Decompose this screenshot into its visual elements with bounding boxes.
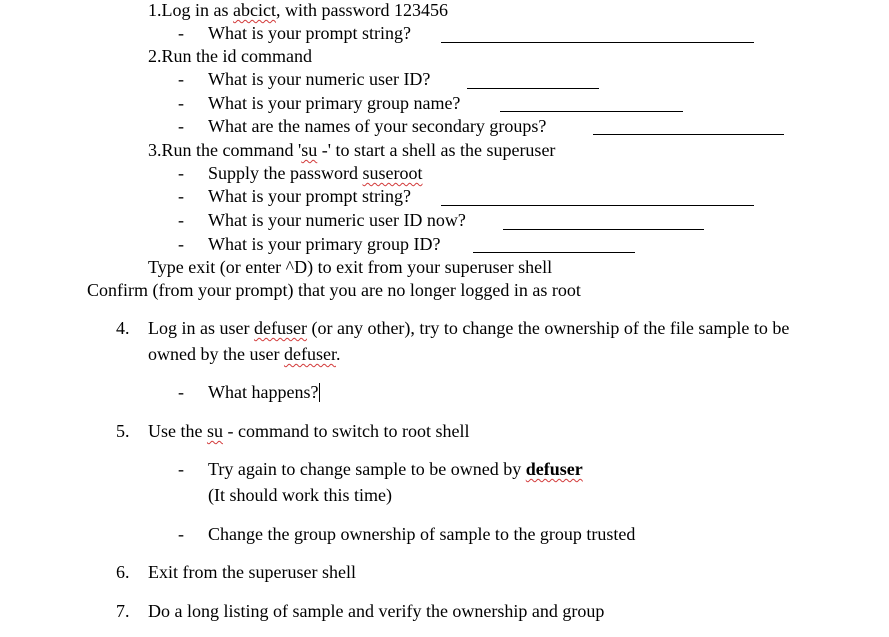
bullet-dash: - — [178, 163, 184, 183]
bullet-dash: - — [178, 524, 184, 544]
q-numeric-user-id-now: What is your numeric user ID now? — [208, 210, 466, 230]
answer-blank-numeric-user-id-now[interactable] — [503, 229, 704, 230]
command-su: su — [206, 421, 223, 441]
step1-heading: 1.Log in as abcict, with password 123456 — [148, 0, 448, 20]
confirm-instruction: Confirm (from your prompt) that you are no longer logged in as root — [87, 280, 581, 300]
q-primary-group-id: What is your primary group ID? — [208, 234, 441, 254]
step4-line2: owned by the user defuser. — [148, 344, 341, 364]
answer-blank-root-prompt-string[interactable] — [441, 205, 754, 206]
step5-item1-note: (It should work this time) — [208, 485, 392, 505]
bullet-dash: - — [178, 23, 184, 43]
password-suseroot: suseroot — [362, 163, 423, 183]
answer-blank-primary-group-name[interactable] — [500, 111, 683, 112]
q-root-prompt-string: What is your prompt string? — [208, 186, 411, 206]
bullet-dash: - — [178, 210, 184, 230]
step6-text: Exit from the superuser shell — [148, 562, 356, 582]
step5-item2: Change the group ownership of sample to the group trusted — [208, 524, 636, 544]
step7-text: Do a long listing of sample and verify the ownership and group — [148, 601, 605, 621]
q-prompt-string: What is your prompt string? — [208, 23, 411, 43]
step5-text: Use the su - command to switch to root shell — [148, 421, 470, 441]
answer-blank-numeric-user-id[interactable] — [467, 88, 599, 89]
q-secondary-groups: What are the names of your secondary groups? — [208, 116, 547, 136]
username-abcict: abcict — [233, 0, 276, 20]
step4-line1: Log in as user defuser (or any other), try to change the ownership of the file sample to be — [148, 318, 790, 338]
step2-heading: 2.Run the id command — [148, 46, 312, 66]
step5-item1: Try again to change sample to be owned by defuser — [208, 459, 583, 479]
username-defuser-bold: defuser — [525, 459, 583, 479]
q-what-happens: What happens? — [208, 382, 319, 402]
exit-instruction: Type exit (or enter ^D) to exit from your superuser shell — [148, 257, 553, 277]
step5-number: 5. — [116, 421, 130, 441]
step7-number: 7. — [116, 601, 130, 621]
step6-number: 6. — [116, 562, 130, 582]
bullet-dash: - — [178, 93, 184, 113]
q-numeric-user-id: What is your numeric user ID? — [208, 69, 431, 89]
command-su: su — [301, 140, 318, 160]
bullet-dash: - — [178, 116, 184, 136]
bullet-dash: - — [178, 69, 184, 89]
bullet-dash: - — [178, 382, 184, 402]
q-primary-group-name: What is your primary group name? — [208, 93, 461, 113]
answer-blank-prompt-string[interactable] — [441, 42, 754, 43]
bullet-dash: - — [178, 459, 184, 479]
username-defuser: defuser — [253, 318, 307, 338]
text-cursor — [319, 383, 320, 402]
bullet-dash: - — [178, 234, 184, 254]
answer-blank-secondary-groups[interactable] — [593, 134, 784, 135]
step4-number: 4. — [116, 318, 130, 338]
bullet-dash: - — [178, 186, 184, 206]
supply-password: Supply the password suseroot — [208, 163, 423, 183]
step3-heading: 3.Run the command 'su -' to start a shell as the superuser — [148, 140, 556, 160]
username-defuser: defuser — [283, 344, 336, 364]
answer-blank-primary-group-id[interactable] — [473, 252, 635, 253]
